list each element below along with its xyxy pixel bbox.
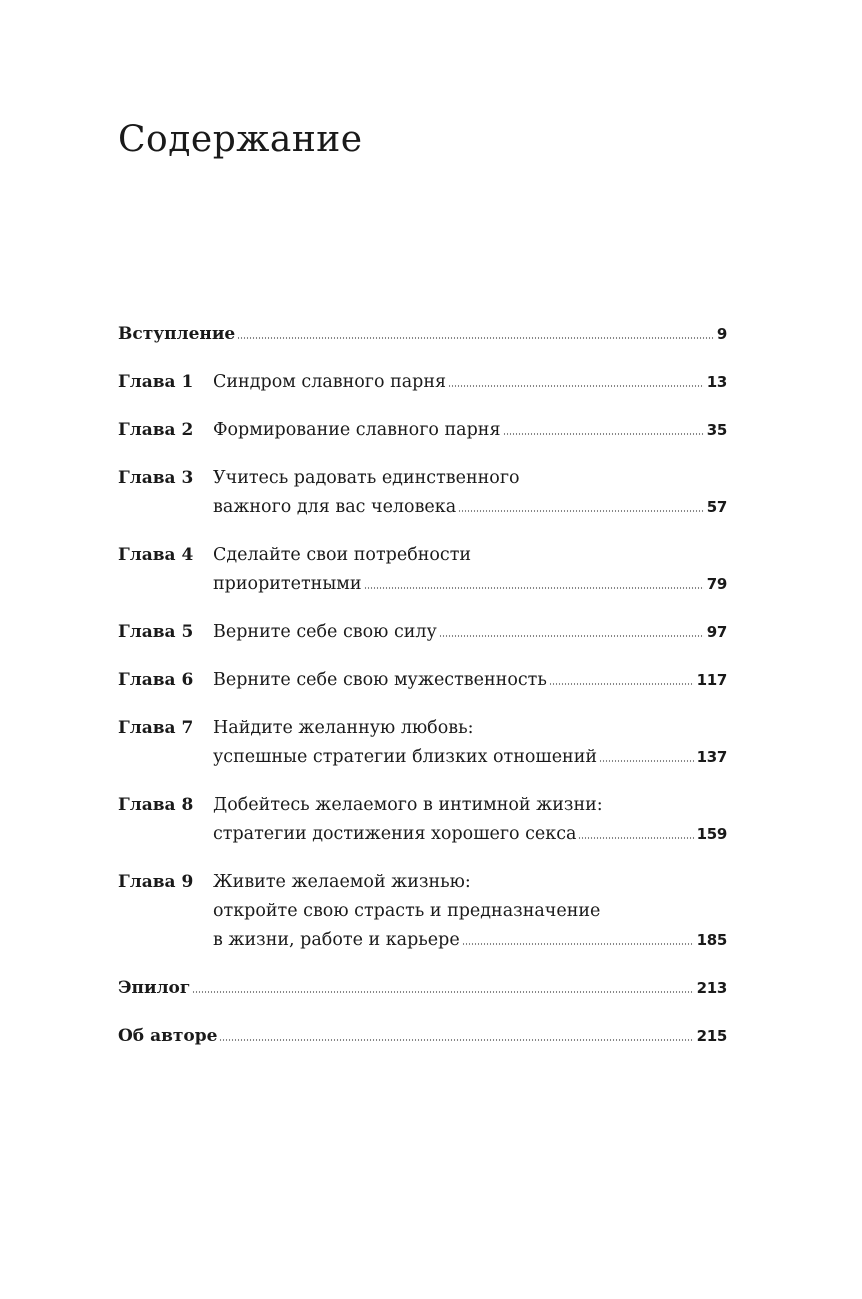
dot-leader <box>364 587 704 589</box>
chapter-label: Глава 7 <box>118 718 194 738</box>
chapter-label: Глава 9 <box>118 872 194 892</box>
toc-entry-about-author[interactable] <box>118 1022 727 1051</box>
toc-entry-title-line: Живите желаемой жизнью: <box>213 872 471 892</box>
toc-entry-title-line: Найдите желанную любовь: <box>213 718 474 738</box>
toc-entry-title: Формирование славного парня <box>213 420 501 440</box>
toc-page-number: 9 <box>716 325 727 343</box>
page-title: Содержание <box>118 119 363 160</box>
dot-leader <box>599 760 694 762</box>
toc-entry-title-line: важного для вас человека <box>213 497 457 517</box>
toc-entry-title-line: стратегии достижения хорошего секса <box>213 824 577 844</box>
dot-leader <box>503 433 704 435</box>
dot-leader <box>458 510 704 512</box>
toc-entry-chapter-8[interactable] <box>118 791 727 849</box>
toc-entry-title-line: приоритетными <box>213 574 362 594</box>
toc-entry-title-line: Добейтесь желаемого в интимной жизни: <box>213 795 603 815</box>
toc-page-number: 185 <box>696 931 727 949</box>
dot-leader <box>439 635 704 637</box>
dot-leader <box>549 683 694 685</box>
toc-entry-chapter-2[interactable] <box>118 416 727 445</box>
toc-entry-title-line: откройте свою страсть и предназначение <box>213 901 601 921</box>
dot-leader <box>219 1039 693 1041</box>
toc-page-number: 213 <box>696 979 727 997</box>
toc-entry-title: Синдром славного парня <box>213 372 447 392</box>
chapter-label: Глава 4 <box>118 545 194 565</box>
toc-page-number: 57 <box>706 498 727 516</box>
toc-entry-epilogue[interactable] <box>118 974 727 1003</box>
toc-entry-title: Об авторе <box>118 1026 218 1046</box>
toc-entry-chapter-5[interactable] <box>118 618 727 647</box>
toc-entry-chapter-6[interactable] <box>118 666 727 695</box>
toc-page-number: 137 <box>696 748 727 766</box>
toc-page-number: 97 <box>706 623 727 641</box>
dot-leader <box>237 337 714 339</box>
toc-entry-title: Верните себе свою мужественность <box>213 670 547 690</box>
dot-leader <box>448 385 704 387</box>
chapter-label: Глава 3 <box>118 468 194 488</box>
table-of-contents <box>118 320 727 1051</box>
toc-page-number: 13 <box>706 373 727 391</box>
chapter-label: Глава 2 <box>118 420 194 440</box>
toc-entry-chapter-3[interactable] <box>118 464 727 522</box>
toc-page-number: 79 <box>706 575 727 593</box>
toc-entry-introduction[interactable] <box>118 320 727 349</box>
toc-entry-chapter-9[interactable] <box>118 868 727 955</box>
toc-entry-title: Эпилог <box>118 978 191 998</box>
toc-entry-title-line: Сделайте свои потребности <box>213 545 472 565</box>
toc-entry-title-line: Учитесь радовать единственного <box>213 468 520 488</box>
toc-entry-title: Вступление <box>118 324 236 344</box>
toc-entry-title-line: в жизни, работе и карьере <box>213 930 460 950</box>
chapter-label: Глава 8 <box>118 795 194 815</box>
dot-leader <box>192 991 693 993</box>
toc-entry-chapter-4[interactable] <box>118 541 727 599</box>
toc-entry-title-line: успешные стратегии близких отношений <box>213 747 598 767</box>
toc-entry-chapter-1[interactable] <box>118 368 727 397</box>
toc-entry-chapter-7[interactable] <box>118 714 727 772</box>
dot-leader <box>462 943 694 945</box>
toc-page-number: 215 <box>696 1027 727 1045</box>
dot-leader <box>578 837 693 839</box>
chapter-label: Глава 5 <box>118 622 194 642</box>
chapter-label: Глава 1 <box>118 372 194 392</box>
chapter-label: Глава 6 <box>118 670 194 690</box>
toc-page-number: 159 <box>696 825 727 843</box>
toc-page-number: 35 <box>706 421 727 439</box>
toc-entry-title: Верните себе свою силу <box>213 622 437 642</box>
toc-page-number: 117 <box>696 671 727 689</box>
